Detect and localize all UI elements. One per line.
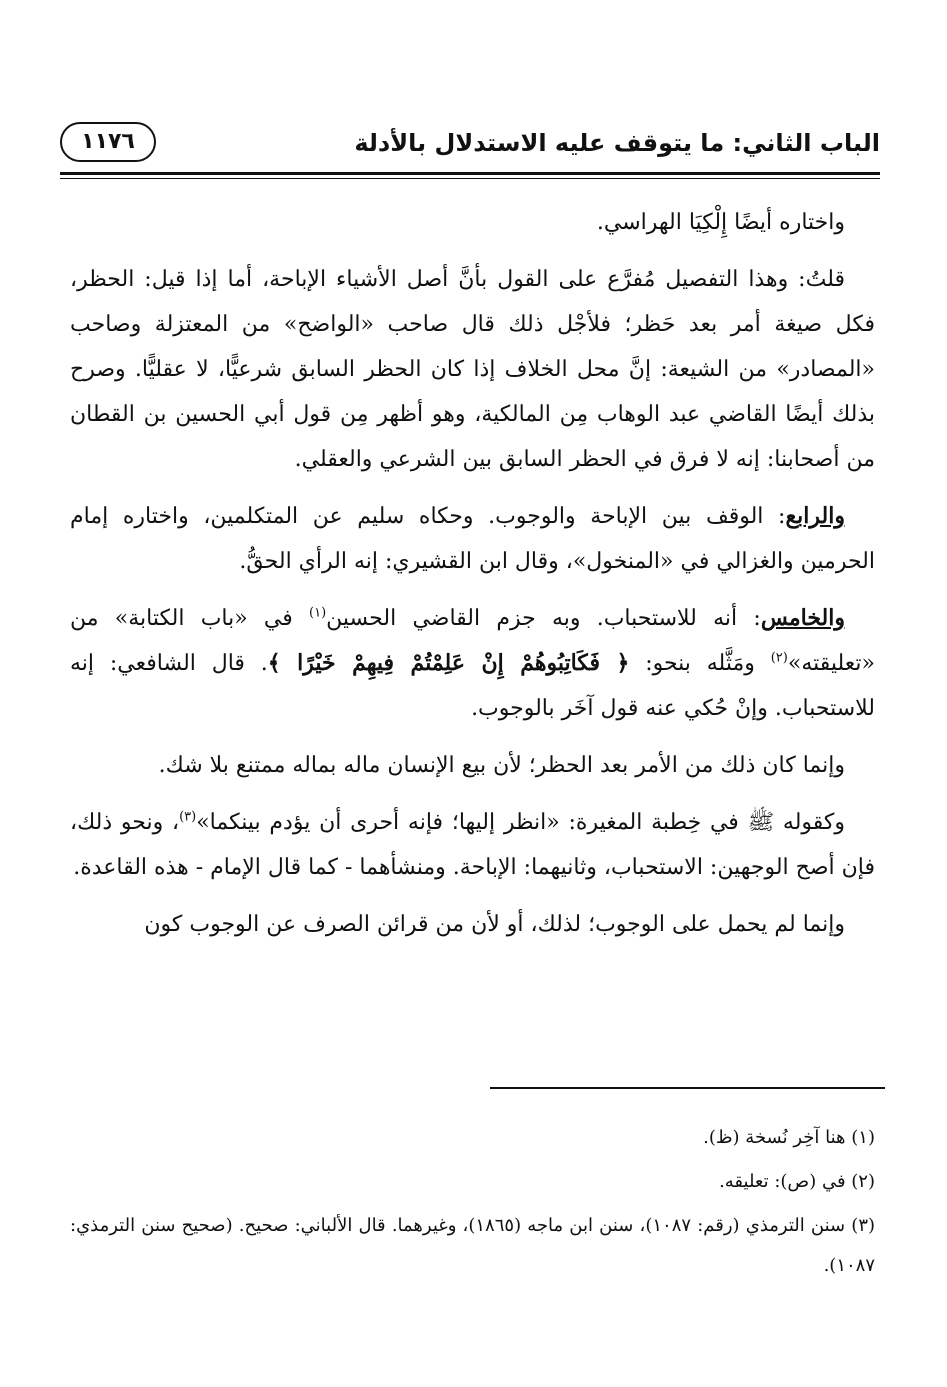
- page-header: [60, 118, 880, 170]
- quran-verse: ﴿ فَكَاتِبُوهُمْ إِنْ عَلِمْتُمْ فِيهِمْ خَيْرًا ﴾: [267, 650, 630, 676]
- paragraph-text: : الوقف بين الإباحة والوجوب. وحكاه سليم عن المتكلمين، واختاره إمام الحرمين والغزالي في «المنخول»، وقال ابن القشيري: إنه الرأي الحقُّ.: [70, 504, 875, 574]
- paragraph-text: : أنه للاستحباب. وبه جزم القاضي الحسين: [326, 606, 761, 631]
- header-rule-thick: [60, 172, 880, 175]
- paragraph-text: في «باب الكتابة» من «تعليقته»: [70, 606, 875, 676]
- page-number: ١١٧٦: [60, 122, 156, 162]
- running-title: الباب الثاني: ما يتوقف عليه الاستدلال بالأدلة: [354, 129, 880, 157]
- footnote: (٢) في (ص): تعليقه.: [719, 1171, 875, 1192]
- paragraph: [70, 596, 875, 731]
- paragraph: [70, 800, 875, 890]
- footnote-ref[interactable]: (٢): [770, 650, 788, 666]
- paragraph-text: واختاره أيضًا إِلْكِيَا الهراسي.: [596, 210, 845, 235]
- paragraph-text: وكقوله ﷺ في خِطبة المغيرة: «انظر إليها؛ فإنه أحرى أن يؤدم بينكما»: [196, 810, 846, 835]
- paragraph: [70, 200, 875, 245]
- footnotes: [70, 1118, 875, 1290]
- footnote: (٣) سنن الترمذي (رقم: ١٠٨٧)، سنن ابن ماجه (١٨٦٥)، وغيرهما. قال الألباني: صحيح. (صحيح سنن الترمذي: ١٠٨٧).: [70, 1215, 876, 1276]
- paragraph-text: . قال الشافعي: إنه للاستحباب. وإنْ حُكي عنه قول آخَر بالوجوب.: [70, 651, 875, 721]
- paragraph-text: وإنما كان ذلك من الأمر بعد الحظر؛ لأن بيع الإنسان ماله بماله ممتنع بلا شك.: [158, 753, 845, 778]
- paragraph: [70, 494, 875, 584]
- main-text: [70, 200, 875, 959]
- paragraph-text: ومَثَّله بنحو:: [629, 651, 771, 676]
- footnote: (١) هنا آخِر نُسخة (ظ).: [703, 1127, 875, 1148]
- header-rule-thin: [60, 178, 880, 179]
- paragraph-text: وإنما لم يحمل على الوجوب؛ لذلك، أو لأن من قرائن الصرف عن الوجوب كون: [144, 912, 845, 937]
- paragraph: [70, 257, 875, 482]
- paragraph: [70, 743, 875, 788]
- paragraph-text: ، ونحو ذلك، فإن أصح الوجهين: الاستحباب، وثانيهما: الإباحة. ومنشأهما - كما قال الإمام - هذه القاعدة.: [70, 810, 875, 880]
- footnote-separator: [490, 1087, 885, 1089]
- paragraph: [70, 902, 875, 947]
- opinion-term: والرابع: [785, 503, 845, 529]
- paragraph-text: قلتُ: وهذا التفصيل مُفرَّع على القول بأنَّ أصل الأشياء الإباحة، أما إذا قيل: الحظر، فكل صيغة أمر بعد حَظر؛ فلأجْل ذلك قال صاحب «الواضح» من المعتزلة وصاحب «المصادر» من الشيعة: إنَّ محل الخلاف إذا كان الحظر السابق شرعيًّا، لا عقليًّا. وصرح بذلك أيضًا القاضي عبد الوهاب مِن المالكية، وهو أظهر مِن قول أبي الحسين بن القطان من أصحابنا: إنه لا فرق في الحظر السابق بين الشرعي والعقلي.: [70, 267, 875, 472]
- opinion-term: والخامس: [760, 605, 845, 631]
- footnote-ref[interactable]: (٣): [179, 809, 197, 825]
- footnote-ref[interactable]: (١): [309, 605, 327, 621]
